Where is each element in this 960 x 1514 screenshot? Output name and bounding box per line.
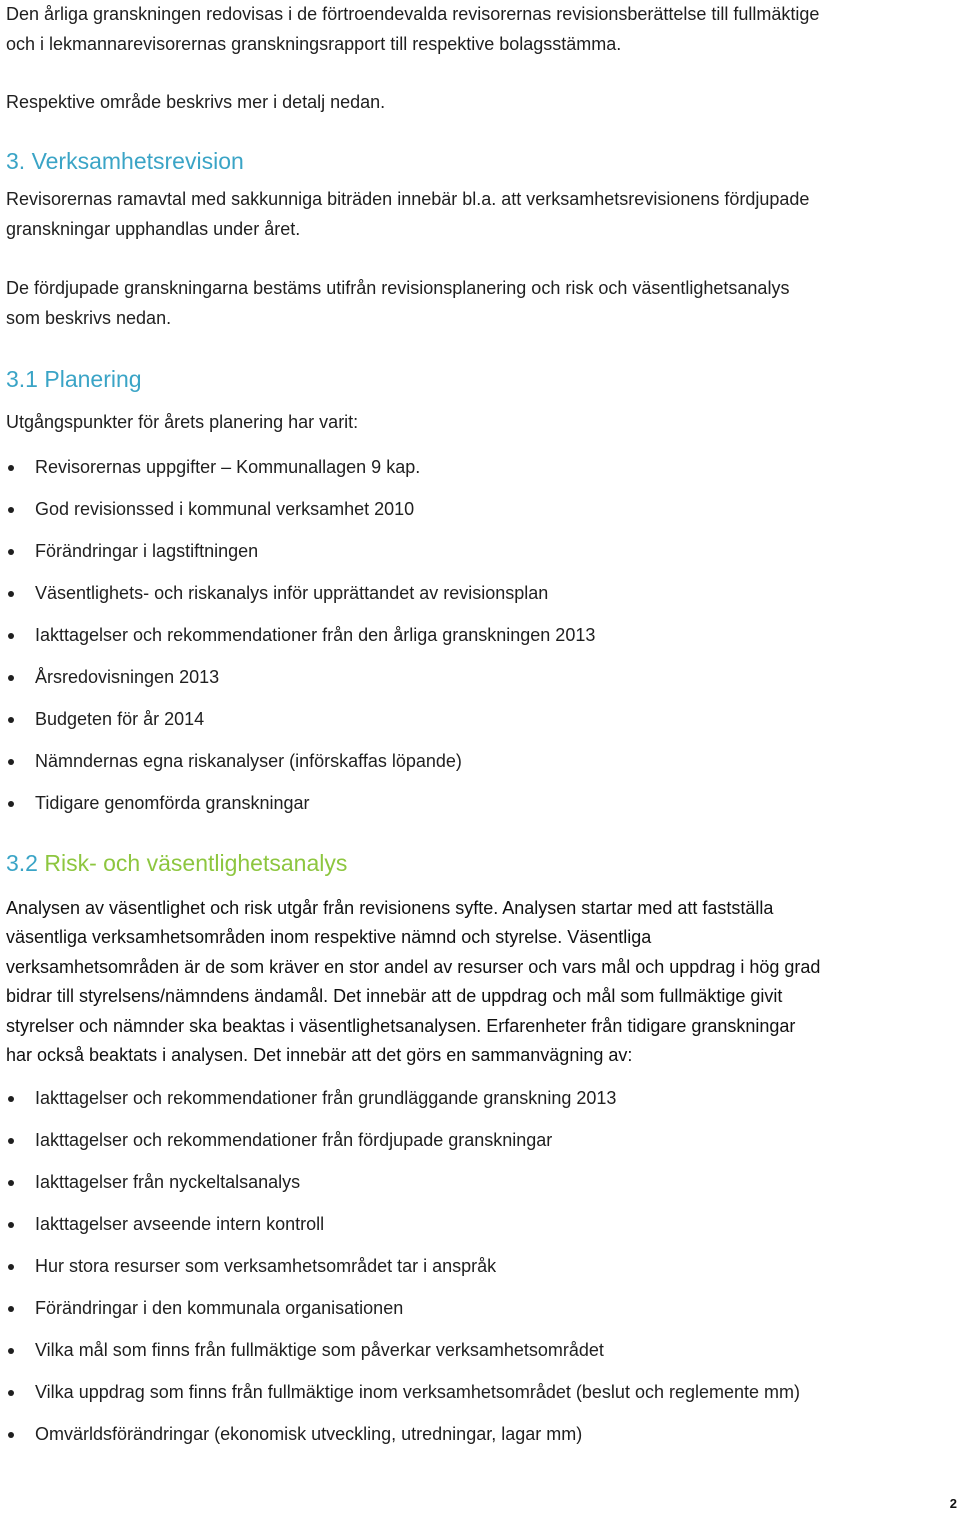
section-3-p1-line-1: Revisorernas ramavtal med sakkunniga biträden innebär bl.a. att verksamhetsrevisionens fördjupade (6, 189, 810, 209)
bullet-icon (8, 1180, 14, 1186)
list-item: Förändringar i lagstiftningen (6, 540, 946, 582)
section-3-2-heading (6, 848, 347, 878)
list-item: Tidigare genomförda granskningar (6, 792, 946, 834)
list-item: Nämndernas egna riskanalyser (införskaffas löpande) (6, 750, 946, 792)
bullet-icon (8, 1222, 14, 1228)
planning-list (6, 456, 946, 834)
section-3-paragraph-2 (6, 274, 789, 333)
list-item: Iakttagelser från nyckeltalsanalys (6, 1171, 946, 1213)
section-3-2-title: Risk- och väsentlighetsanalys (37, 850, 348, 876)
bullet-icon (8, 633, 14, 639)
intro-paragraph-2: Respektive område beskrivs mer i detalj nedan. (6, 92, 386, 112)
list-item: Förändringar i den kommunala organisationen (6, 1297, 946, 1339)
list-item: Iakttagelser och rekommendationer från grundläggande granskning 2013 (6, 1087, 946, 1129)
list-item: Årsredovisningen 2013 (6, 666, 946, 708)
list-item: Revisorernas uppgifter – Kommunallagen 9 kap. (6, 456, 946, 498)
intro-line-2: och i lekmannarevisorernas granskningsrapport till respektive bolagsstämma. (6, 33, 622, 54)
bullet-icon (8, 507, 14, 513)
list-item: Omvärldsförändringar (ekonomisk utveckling, utredningar, lagar mm) (6, 1423, 946, 1465)
bullet-icon (8, 465, 14, 471)
list-item: God revisionssed i kommunal verksamhet 2010 (6, 498, 946, 540)
section-3-2-number: 3.2 (6, 850, 38, 876)
list-item: Iakttagelser och rekommendationer från fördjupade granskningar (6, 1129, 946, 1171)
bullet-icon (8, 1264, 14, 1270)
section-3-2-paragraph (6, 894, 820, 1070)
bullet-icon (8, 1138, 14, 1144)
list-item: Väsentlighets- och riskanalys inför upprättandet av revisionsplan (6, 582, 946, 624)
list-item: Hur stora resurser som verksamhetsområdet tar i anspråk (6, 1255, 946, 1297)
section-3-2-line: har också beaktats i analysen. Det innebär att det görs en sammanvägning av: (6, 1045, 633, 1066)
bullet-icon (8, 591, 14, 597)
section-3-2-line: bidrar till styrelsens/nämndens ändamål. Det innebär att de uppdrag och mål som fullmäktige givit (6, 986, 783, 1007)
list-item: Vilka uppdrag som finns från fullmäktige inom verksamhetsområdet (beslut och reglemente mm) (6, 1381, 946, 1423)
bullet-icon (8, 1348, 14, 1354)
intro-paragraph (6, 0, 819, 59)
section-3-p2-line-1: De fördjupade granskningarna bestäms utifrån revisionsplanering och risk och väsentlighetsanalys (6, 278, 790, 298)
bullet-icon (8, 1306, 14, 1312)
page-number: 2 (949, 1496, 957, 1511)
section-3-2-line: styrelser och nämnder ska beaktas i väsentlighetsanalysen. Erfarenheter från tidigare granskningar (6, 1015, 796, 1036)
list-item: Iakttagelser avseende intern kontroll (6, 1213, 946, 1255)
list-item: Budgeten för år 2014 (6, 708, 946, 750)
bullet-icon (8, 1390, 14, 1396)
assessment-list (6, 1087, 946, 1465)
section-3-p2-line-2: som beskrivs nedan. (6, 307, 172, 328)
list-item: Vilka mål som finns från fullmäktige som påverkar verksamhetsområdet (6, 1339, 946, 1381)
bullet-icon (8, 1096, 14, 1102)
bullet-icon (8, 549, 14, 555)
section-3-1-heading: 3.1 Planering (6, 366, 142, 392)
intro-line-1: Den årliga granskningen redovisas i de förtroendevalda revisorernas revisionsberättelse till fullmäktige (6, 4, 820, 24)
section-3-heading: 3. Verksamhetsrevision (6, 148, 244, 174)
section-3-paragraph-1 (6, 185, 809, 244)
list-item: Iakttagelser och rekommendationer från den årliga granskningen 2013 (6, 624, 946, 666)
section-3-2-line: verksamhetsområden är de som kräver en stor andel av resurser och vars mål och uppdrag i hög grad (6, 956, 821, 977)
bullet-icon (8, 801, 14, 807)
section-3-2-line: Analysen av väsentlighet och risk utgår från revisionens syfte. Analysen startar med att fastställa (6, 898, 774, 918)
bullet-icon (8, 717, 14, 723)
section-3-1-intro: Utgångspunkter för årets planering har varit: (6, 412, 359, 432)
bullet-icon (8, 675, 14, 681)
bullet-icon (8, 1432, 14, 1438)
section-3-p1-line-2: granskningar upphandlas under året. (6, 218, 301, 239)
bullet-icon (8, 759, 14, 765)
section-3-2-line: väsentliga verksamhetsområden inom respektive nämnd och styrelse. Väsentliga (6, 927, 652, 948)
